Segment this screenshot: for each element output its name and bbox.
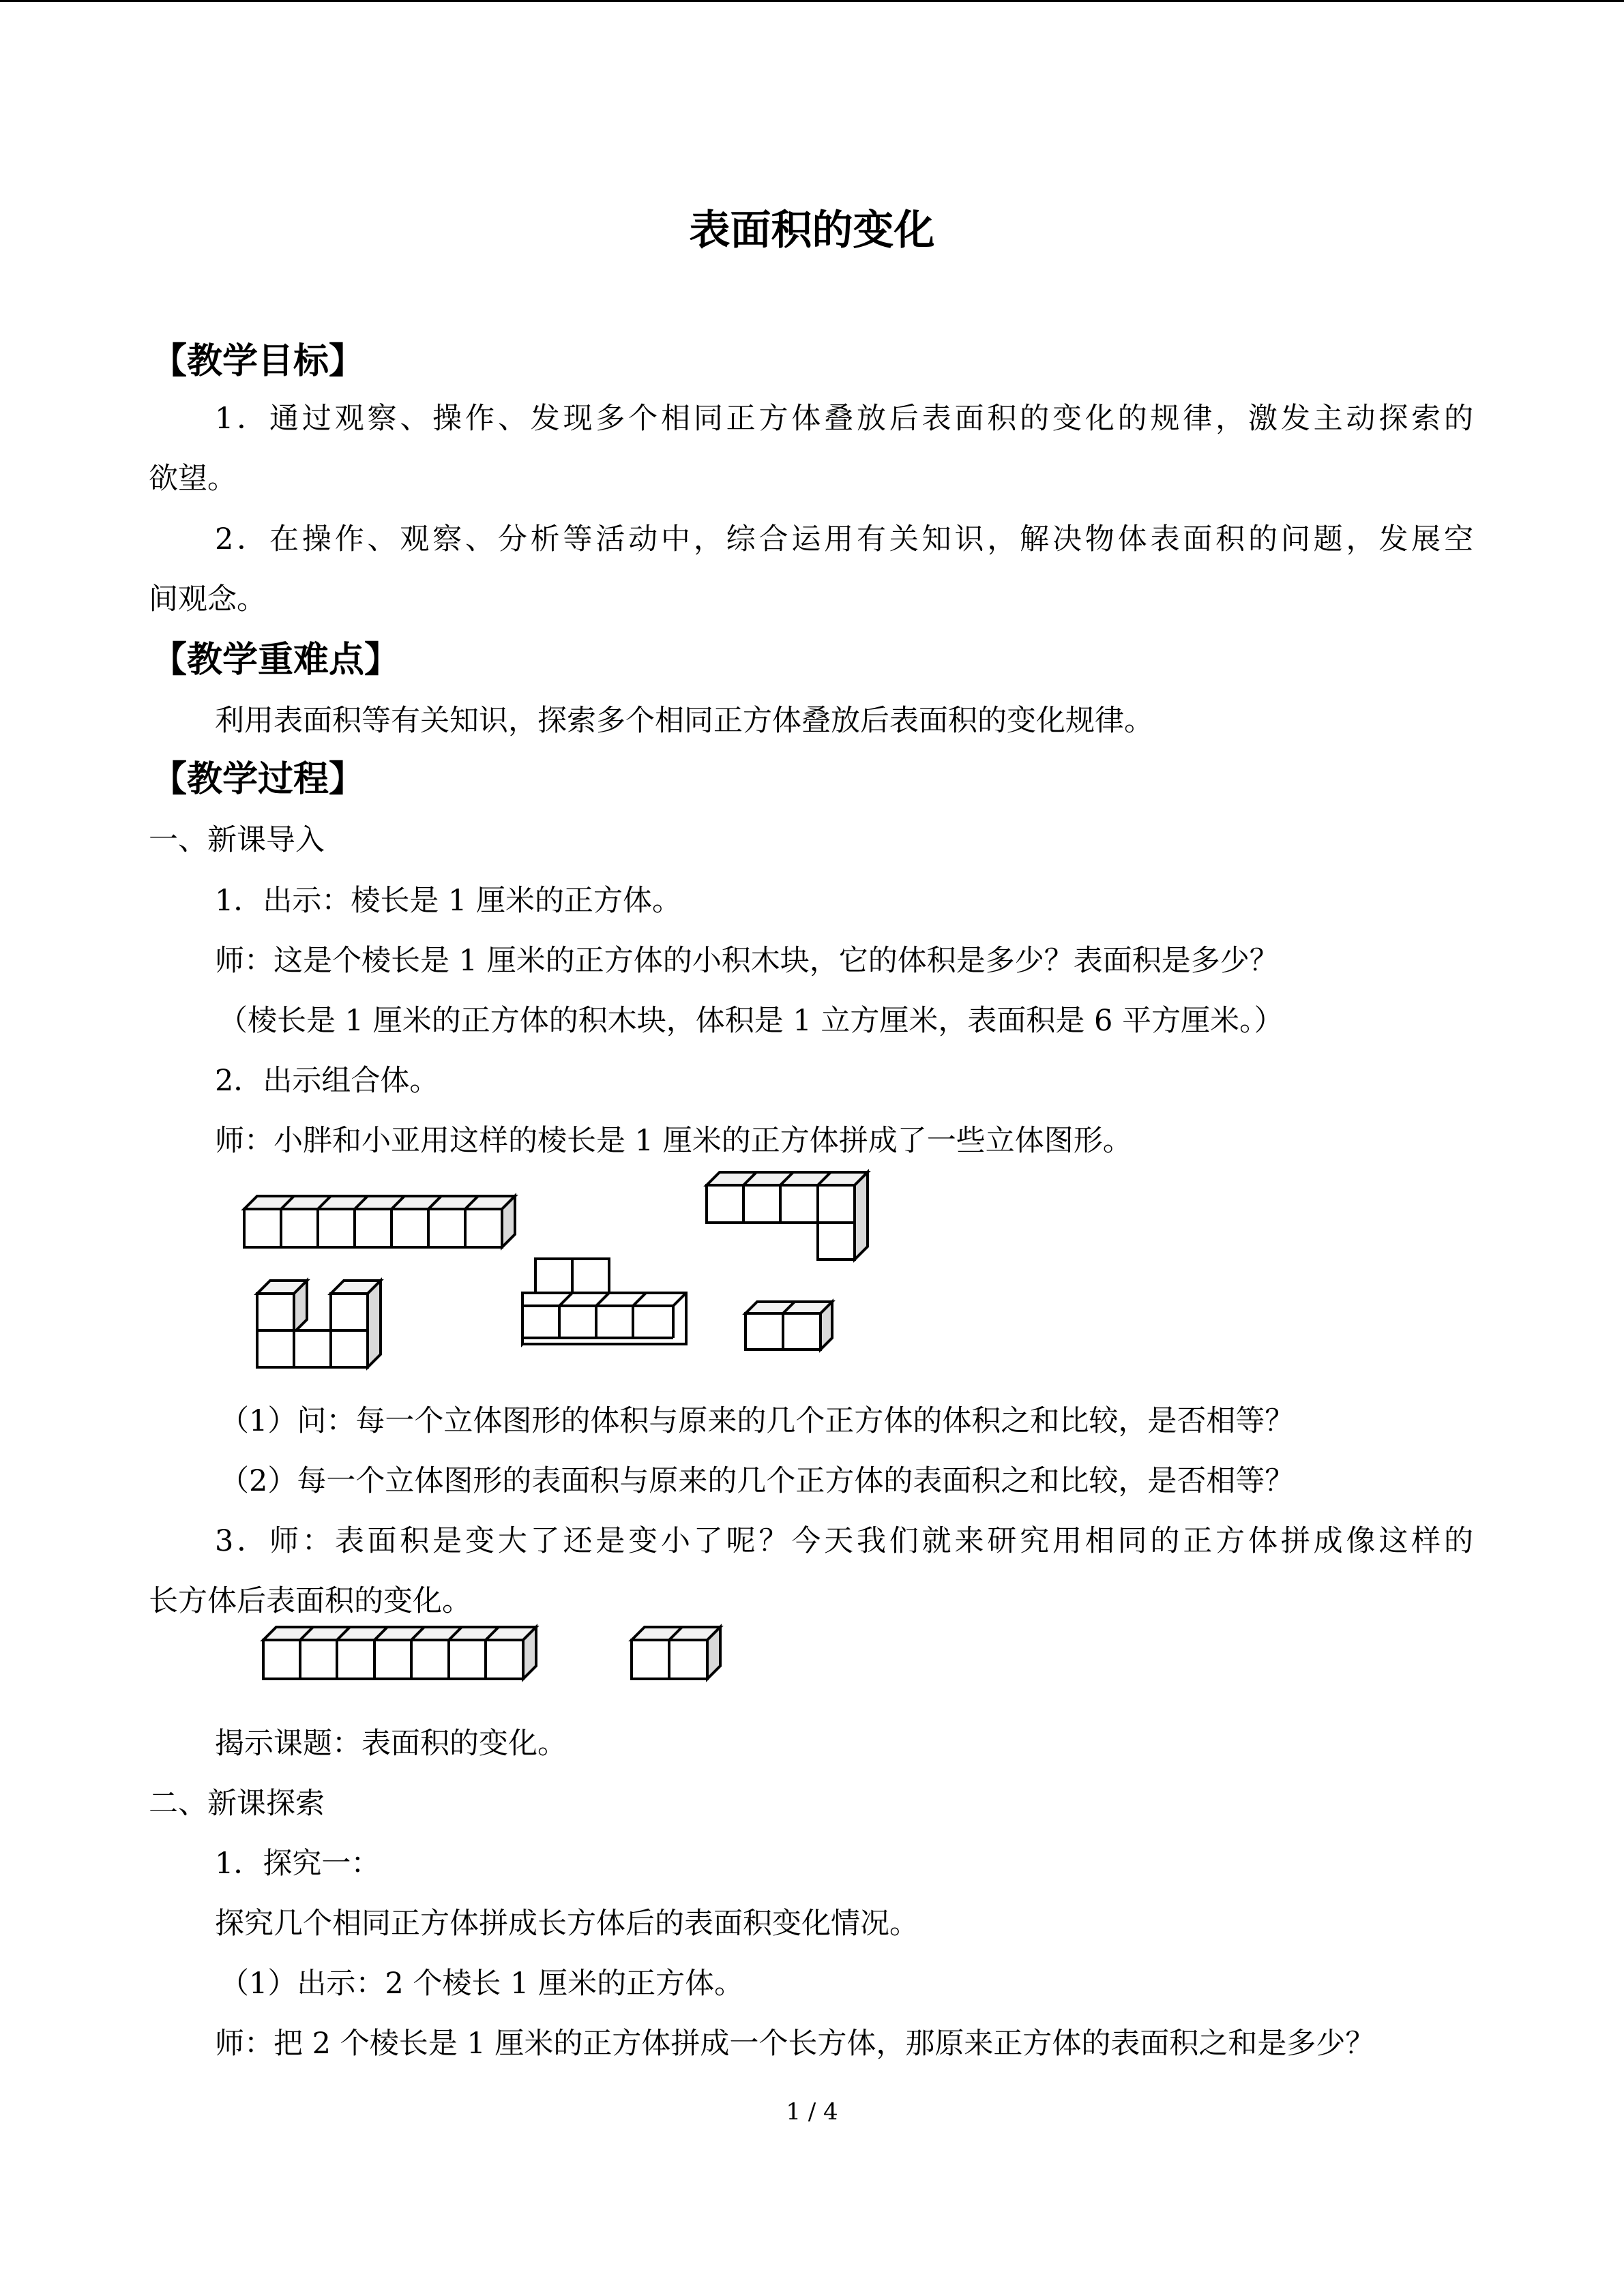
process-heading: 【教学过程】 <box>151 759 365 800</box>
process-item-11: 师：把 2 个棱长是 1 厘米的正方体拼成一个长方体，那原来正方体的表面积之和是多少？ <box>215 2027 1375 2061</box>
figure-u-shape <box>257 1281 381 1367</box>
page-title: 表面积的变化 <box>689 207 935 254</box>
process-item-2: 师：这是个棱长是 1 厘米的正方体的小积木块，它的体积是多少？表面积是多少？ <box>215 944 1279 978</box>
process-item-3: （棱长是 1 厘米的正方体的积木块，体积是 1 立方厘米，表面积是 6 平方厘米。） <box>218 1004 1284 1038</box>
part1-title: 一、新课导入 <box>149 823 325 857</box>
figure-seven-cubes-row <box>244 1196 515 1247</box>
figure-seven-cubes-row-2 <box>263 1627 536 1679</box>
process-item-10: （1）出示：2 个棱长 1 厘米的正方体。 <box>220 1967 744 2001</box>
part2-title: 二、新课探索 <box>149 1787 325 1821</box>
figure-l-shape <box>707 1172 868 1259</box>
process-item-8: 1．探究一： <box>215 1847 381 1881</box>
figure-stair-shape <box>522 1259 686 1344</box>
question-2: （2）每一个立体图形的表面积与原来的几个正方体的表面积之和比较，是否相等？ <box>220 1464 1295 1498</box>
process-item-1: 1．出示：棱长是 1 厘米的正方体。 <box>215 884 682 918</box>
process-item-5: 师：小胖和小亚用这样的棱长是 1 厘米的正方体拼成了一些立体图形。 <box>215 1124 1132 1158</box>
question-1: （1）问：每一个立体图形的体积与原来的几个正方体的体积之和比较，是否相等？ <box>220 1404 1295 1438</box>
page-number: 1 / 4 <box>786 2098 838 2126</box>
objective-1-line-1: 1．通过观察、操作、发现多个相同正方体叠放后表面积的变化的规律，激发主动探索的 <box>215 402 1473 436</box>
figure-two-cubes <box>745 1302 832 1350</box>
process-item-6-line-2: 长方体后表面积的变化。 <box>149 1584 471 1618</box>
process-item-7: 揭示课题：表面积的变化。 <box>215 1727 567 1761</box>
objective-2-line-2: 间观念。 <box>149 582 266 616</box>
keypoints-heading: 【教学重难点】 <box>151 640 400 681</box>
process-item-9: 探究几个相同正方体拼成长方体后的表面积变化情况。 <box>215 1907 919 1941</box>
process-item-4: 2．出示组合体。 <box>215 1064 439 1098</box>
objectives-heading: 【教学目标】 <box>151 341 365 382</box>
objective-1-line-2: 欲望。 <box>149 462 237 496</box>
objective-2-line-1: 2．在操作、观察、分析等活动中，综合运用有关知识，解决物体表面积的问题，发展空 <box>215 522 1473 556</box>
keypoints-text: 利用表面积等有关知识，探索多个相同正方体叠放后表面积的变化规律。 <box>215 704 1153 738</box>
process-item-6-line-1: 3．师：表面积是变大了还是变小了呢？今天我们就来研究用相同的正方体拼成像这样的 <box>215 1524 1473 1558</box>
figure-two-cubes-2 <box>632 1627 720 1679</box>
